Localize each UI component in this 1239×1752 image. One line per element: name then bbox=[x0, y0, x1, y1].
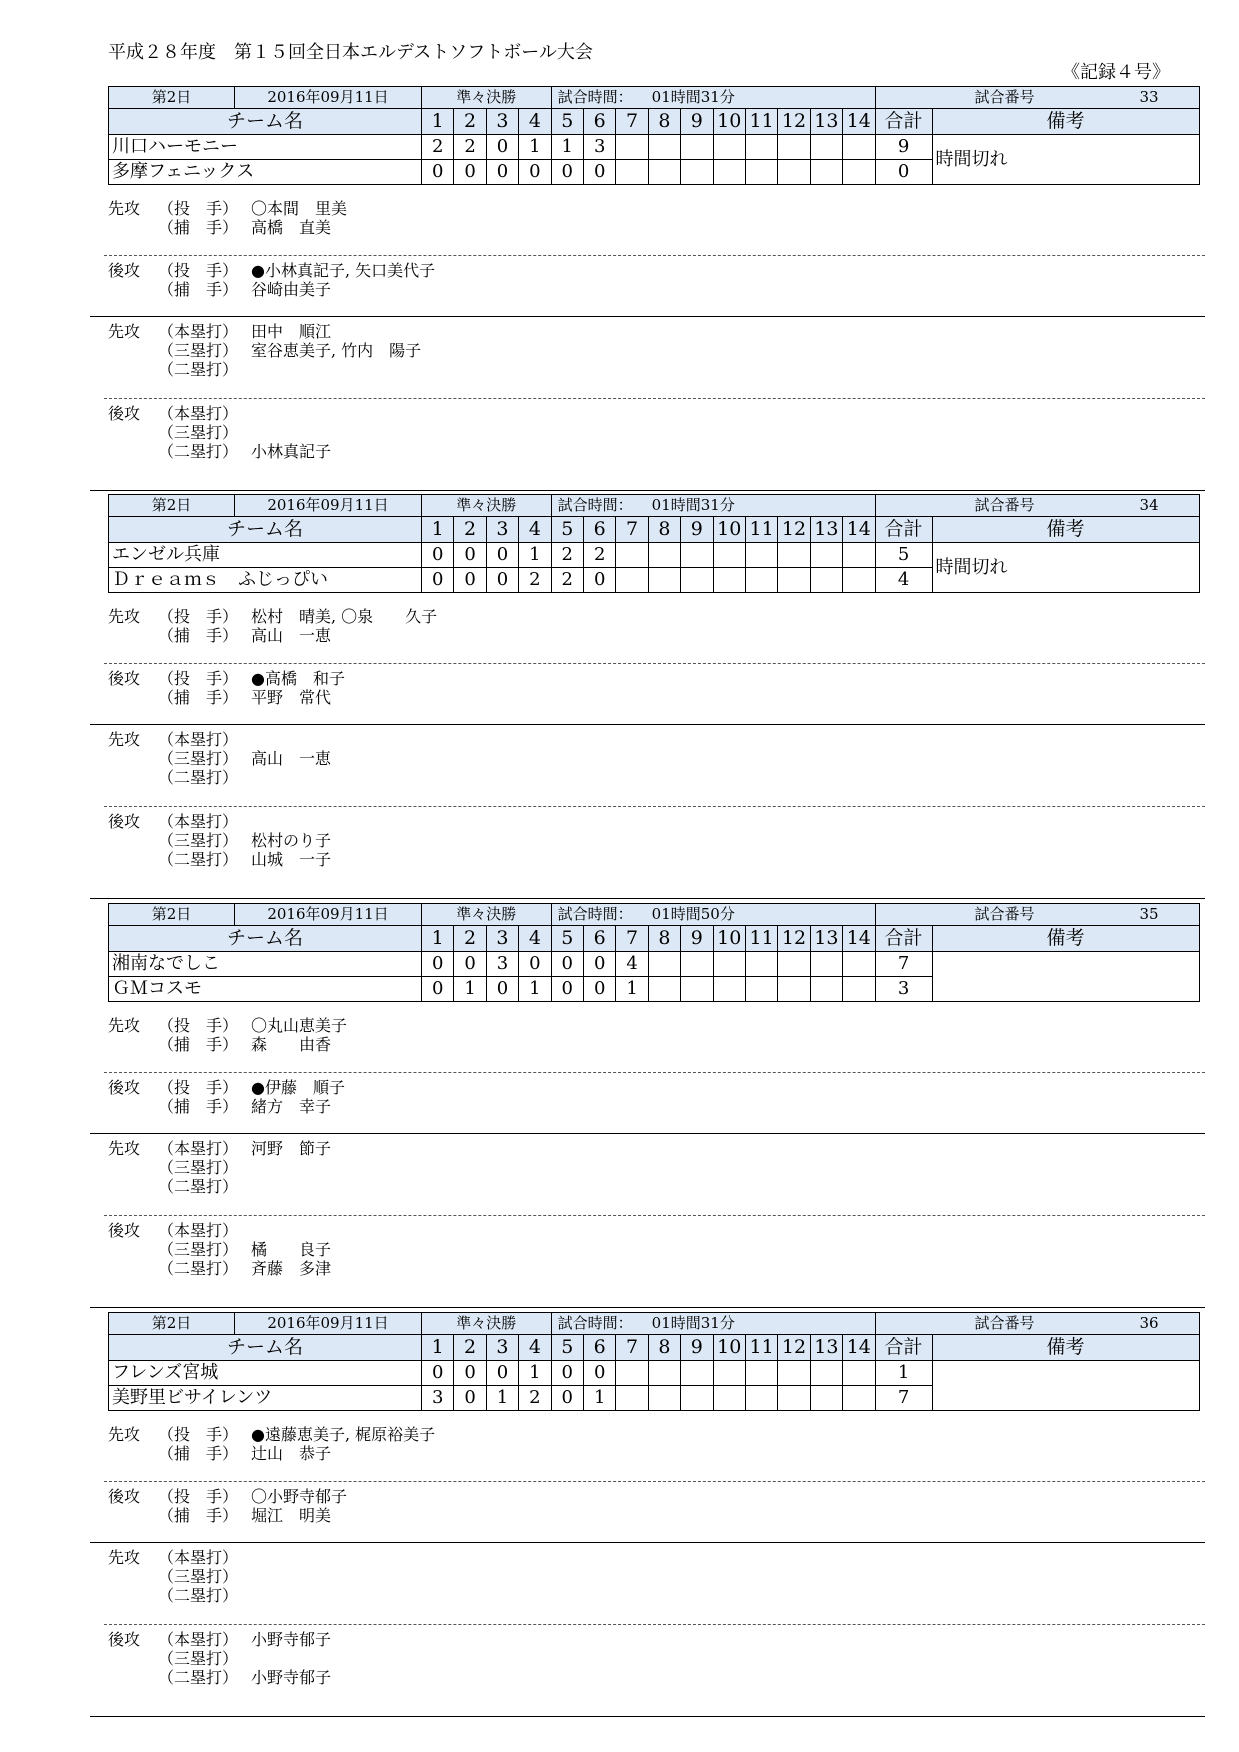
inning-score: 1 bbox=[519, 135, 551, 160]
inning-score: 2 bbox=[583, 543, 615, 568]
inning-header: 11 bbox=[745, 1335, 777, 1361]
inning-header: 3 bbox=[486, 926, 518, 952]
round-label: 準々決勝 bbox=[422, 495, 552, 517]
inning-score: 0 bbox=[486, 135, 518, 160]
inning-header: 6 bbox=[583, 1335, 615, 1361]
team-name: 川口ハーモニー bbox=[109, 135, 422, 160]
inning-score: 2 bbox=[551, 568, 583, 593]
inning-header: 9 bbox=[681, 109, 713, 135]
inning-score: 0 bbox=[486, 1361, 518, 1386]
inning-score: 0 bbox=[422, 543, 454, 568]
inning-score bbox=[713, 135, 745, 160]
second-batting-extra-hits: 後攻 （本塁打） 小野寺郁子 （三塁打） （二塁打） 小野寺郁子 bbox=[108, 1630, 332, 1687]
inning-score bbox=[843, 543, 875, 568]
player-names: 室谷恵美子, 竹内 陽子 bbox=[251, 341, 422, 360]
inning-score: 1 bbox=[519, 1361, 551, 1386]
inning-score: 2 bbox=[422, 135, 454, 160]
inning-header: 8 bbox=[648, 1335, 680, 1361]
game-time: 試合時間： 01時間31分 bbox=[551, 1313, 875, 1335]
inning-score: 3 bbox=[422, 1386, 454, 1411]
inning-score: 1 bbox=[583, 1386, 615, 1411]
inning-score bbox=[745, 543, 777, 568]
inning-score: 0 bbox=[551, 160, 583, 185]
inning-header: 4 bbox=[519, 109, 551, 135]
inning-score bbox=[778, 1386, 810, 1411]
inning-header: 8 bbox=[648, 926, 680, 952]
inning-header: 8 bbox=[648, 109, 680, 135]
inning-header: 2 bbox=[454, 926, 486, 952]
inning-header: 10 bbox=[713, 517, 745, 543]
team-name: ＧＭコスモ bbox=[109, 977, 422, 1002]
inning-score bbox=[810, 568, 842, 593]
inning-header: 9 bbox=[681, 1335, 713, 1361]
inning-score: 0 bbox=[454, 543, 486, 568]
inning-header: 11 bbox=[745, 517, 777, 543]
first-batting-battery: 先攻 （投 手） 松村 晴美, 〇泉 久子 （捕 手） 高山 一恵 bbox=[108, 607, 438, 645]
inning-score: 0 bbox=[519, 952, 551, 977]
inning-score: 0 bbox=[454, 1361, 486, 1386]
inning-score bbox=[778, 977, 810, 1002]
divider bbox=[104, 806, 1205, 807]
player-names: 緒方 幸子 bbox=[251, 1097, 332, 1116]
inning-score bbox=[713, 952, 745, 977]
divider bbox=[104, 1072, 1205, 1073]
player-names: 堀江 明美 bbox=[251, 1506, 332, 1525]
inning-score bbox=[778, 543, 810, 568]
inning-score bbox=[648, 135, 680, 160]
game-number: 試合番号 35 bbox=[875, 904, 1199, 926]
total-header: 合計 bbox=[875, 109, 932, 135]
inning-score bbox=[616, 568, 648, 593]
inning-score bbox=[681, 1361, 713, 1386]
round-label: 準々決勝 bbox=[422, 904, 552, 926]
inning-score: 0 bbox=[583, 568, 615, 593]
player-names: 松村 晴美, 〇泉 久子 bbox=[251, 607, 438, 626]
team-name-header: チーム名 bbox=[109, 517, 422, 543]
team-name: エンゼル兵庫 bbox=[109, 543, 422, 568]
inning-header: 9 bbox=[681, 517, 713, 543]
divider bbox=[90, 1307, 1205, 1308]
inning-score: 1 bbox=[486, 1386, 518, 1411]
first-batting-battery: 先攻 （投 手） 〇丸山恵美子 （捕 手） 森 由香 bbox=[108, 1016, 348, 1054]
player-names: 〇丸山恵美子 bbox=[251, 1016, 348, 1035]
inning-score bbox=[810, 952, 842, 977]
remarks-note: 時間切れ bbox=[932, 543, 1199, 593]
inning-score bbox=[778, 160, 810, 185]
inning-header: 6 bbox=[583, 926, 615, 952]
inning-score: 1 bbox=[519, 977, 551, 1002]
first-batting-extra-hits: 先攻 （本塁打） 田中 順江 （三塁打） 室谷恵美子, 竹内 陽子 （二塁打） bbox=[108, 322, 422, 379]
game-date: 2016年09月11日 bbox=[267, 496, 389, 514]
player-names: 小野寺郁子 bbox=[251, 1630, 332, 1649]
inning-header: 10 bbox=[713, 1335, 745, 1361]
game-time: 試合時間： 01時間31分 bbox=[551, 495, 875, 517]
inning-header: 13 bbox=[810, 109, 842, 135]
inning-header: 4 bbox=[519, 517, 551, 543]
player-names: 河野 節子 bbox=[251, 1139, 332, 1158]
inning-score: 1 bbox=[551, 135, 583, 160]
divider bbox=[90, 316, 1205, 317]
inning-score: 3 bbox=[583, 135, 615, 160]
round-label: 準々決勝 bbox=[422, 87, 552, 109]
inning-score: 0 bbox=[551, 1361, 583, 1386]
inning-score bbox=[810, 543, 842, 568]
inning-score bbox=[745, 1361, 777, 1386]
remarks-note bbox=[932, 952, 1199, 1002]
inning-score: 0 bbox=[519, 160, 551, 185]
inning-score bbox=[648, 543, 680, 568]
inning-header: 1 bbox=[422, 517, 454, 543]
round-label: 準々決勝 bbox=[422, 1313, 552, 1335]
inning-header: 1 bbox=[422, 1335, 454, 1361]
inning-score bbox=[713, 977, 745, 1002]
inning-score: 0 bbox=[551, 952, 583, 977]
score-table bbox=[108, 1312, 1200, 1411]
inning-header: 13 bbox=[810, 926, 842, 952]
inning-score bbox=[648, 977, 680, 1002]
inning-score: 0 bbox=[486, 568, 518, 593]
inning-score bbox=[713, 568, 745, 593]
inning-header: 11 bbox=[745, 109, 777, 135]
inning-header: 2 bbox=[454, 517, 486, 543]
game-date: 2016年09月11日 bbox=[267, 88, 389, 106]
player-names: 松村のり子 bbox=[251, 831, 332, 850]
inning-header: 14 bbox=[843, 109, 875, 135]
inning-header: 2 bbox=[454, 109, 486, 135]
inning-score: 0 bbox=[454, 1386, 486, 1411]
team-name: 美野里ビサイレンツ bbox=[109, 1386, 422, 1411]
score-table bbox=[108, 903, 1200, 1002]
second-batting-battery: 後攻 （投 手） ●高橋 和子 （捕 手） 平野 常代 bbox=[108, 669, 345, 707]
second-batting-extra-hits: 後攻 （本塁打） （三塁打） 松村のり子 （二塁打） 山城 一子 bbox=[108, 812, 332, 869]
inning-header: 6 bbox=[583, 109, 615, 135]
inning-header: 14 bbox=[843, 517, 875, 543]
score-table bbox=[108, 86, 1200, 185]
inning-header: 7 bbox=[616, 517, 648, 543]
inning-header: 13 bbox=[810, 517, 842, 543]
divider bbox=[104, 663, 1205, 664]
remarks-header: 備考 bbox=[932, 1335, 1199, 1361]
inning-score bbox=[810, 1361, 842, 1386]
remarks-note bbox=[932, 1361, 1199, 1411]
day-label: 第2日 2016年09月11日 bbox=[109, 1313, 422, 1335]
game-date: 2016年09月11日 bbox=[267, 905, 389, 923]
player-names: ●高橋 和子 bbox=[251, 669, 345, 688]
inning-header: 4 bbox=[519, 926, 551, 952]
inning-score bbox=[745, 1386, 777, 1411]
inning-header: 4 bbox=[519, 1335, 551, 1361]
divider bbox=[90, 1716, 1205, 1717]
inning-score: 2 bbox=[519, 1386, 551, 1411]
inning-header: 6 bbox=[583, 517, 615, 543]
inning-score bbox=[681, 568, 713, 593]
inning-header: 12 bbox=[778, 1335, 810, 1361]
inning-score: 0 bbox=[454, 568, 486, 593]
inning-score: 2 bbox=[551, 543, 583, 568]
inning-header: 3 bbox=[486, 1335, 518, 1361]
second-batting-extra-hits: 後攻 （本塁打） （三塁打） （二塁打） 小林真記子 bbox=[108, 404, 332, 461]
total-header: 合計 bbox=[875, 926, 932, 952]
inning-header: 3 bbox=[486, 517, 518, 543]
divider bbox=[104, 1624, 1205, 1625]
inning-score bbox=[810, 977, 842, 1002]
inning-score bbox=[778, 135, 810, 160]
inning-header: 12 bbox=[778, 109, 810, 135]
total-score: 1 bbox=[875, 1361, 932, 1386]
team-name: 湘南なでしこ bbox=[109, 952, 422, 977]
player-names: 田中 順江 bbox=[251, 322, 332, 341]
game-number: 試合番号 33 bbox=[875, 87, 1199, 109]
inning-header: 7 bbox=[616, 109, 648, 135]
total-header: 合計 bbox=[875, 1335, 932, 1361]
inning-header: 5 bbox=[551, 1335, 583, 1361]
inning-score bbox=[713, 160, 745, 185]
inning-header: 14 bbox=[843, 1335, 875, 1361]
inning-score bbox=[843, 1361, 875, 1386]
inning-score: 0 bbox=[422, 568, 454, 593]
inning-score: 0 bbox=[486, 977, 518, 1002]
inning-score bbox=[713, 543, 745, 568]
inning-score bbox=[681, 952, 713, 977]
inning-score bbox=[648, 1386, 680, 1411]
inning-score bbox=[713, 1386, 745, 1411]
team-name-header: チーム名 bbox=[109, 926, 422, 952]
divider bbox=[104, 398, 1205, 399]
inning-score: 0 bbox=[454, 160, 486, 185]
game-time: 試合時間： 01時間50分 bbox=[551, 904, 875, 926]
inning-score: 0 bbox=[583, 160, 615, 185]
inning-score bbox=[681, 135, 713, 160]
inning-header: 9 bbox=[681, 926, 713, 952]
inning-score bbox=[778, 1361, 810, 1386]
total-score: 7 bbox=[875, 1386, 932, 1411]
inning-score: 2 bbox=[519, 568, 551, 593]
inning-header: 1 bbox=[422, 926, 454, 952]
player-names: ●小林真記子, 矢口美代子 bbox=[251, 261, 436, 280]
player-names: ●伊藤 順子 bbox=[251, 1078, 345, 1097]
inning-score: 0 bbox=[454, 952, 486, 977]
inning-score: 0 bbox=[583, 1361, 615, 1386]
inning-score bbox=[843, 952, 875, 977]
day-label: 第2日 2016年09月11日 bbox=[109, 904, 422, 926]
player-names: 小林真記子 bbox=[251, 442, 332, 461]
inning-header: 1 bbox=[422, 109, 454, 135]
inning-score bbox=[843, 977, 875, 1002]
inning-score bbox=[713, 1361, 745, 1386]
team-name: 多摩フェニックス bbox=[109, 160, 422, 185]
inning-score bbox=[648, 952, 680, 977]
player-names: ●遠藤恵美子, 梶原裕美子 bbox=[251, 1425, 436, 1444]
game-number: 試合番号 36 bbox=[875, 1313, 1199, 1335]
divider bbox=[104, 1215, 1205, 1216]
inning-score: 0 bbox=[486, 543, 518, 568]
inning-score: 0 bbox=[422, 1361, 454, 1386]
inning-score bbox=[681, 160, 713, 185]
inning-header: 5 bbox=[551, 926, 583, 952]
first-batting-battery: 先攻 （投 手） 〇本間 里美 （捕 手） 高橋 直美 bbox=[108, 199, 348, 237]
inning-score bbox=[778, 568, 810, 593]
second-batting-battery: 後攻 （投 手） ●伊藤 順子 （捕 手） 緒方 幸子 bbox=[108, 1078, 345, 1116]
inning-score bbox=[745, 160, 777, 185]
inning-score: 1 bbox=[519, 543, 551, 568]
inning-header: 5 bbox=[551, 517, 583, 543]
inning-header: 8 bbox=[648, 517, 680, 543]
inning-score: 0 bbox=[422, 977, 454, 1002]
record-number: 《記録４号》 bbox=[1062, 62, 1170, 83]
team-name-header: チーム名 bbox=[109, 1335, 422, 1361]
divider bbox=[90, 724, 1205, 725]
inning-score bbox=[745, 568, 777, 593]
inning-score bbox=[810, 135, 842, 160]
total-score: 4 bbox=[875, 568, 932, 593]
first-batting-battery: 先攻 （投 手） ●遠藤恵美子, 梶原裕美子 （捕 手） 辻山 恭子 bbox=[108, 1425, 436, 1463]
inning-score: 0 bbox=[583, 952, 615, 977]
inning-score bbox=[843, 1386, 875, 1411]
second-batting-battery: 後攻 （投 手） ●小林真記子, 矢口美代子 （捕 手） 谷崎由美子 bbox=[108, 261, 436, 299]
inning-score bbox=[745, 977, 777, 1002]
inning-score: 1 bbox=[616, 977, 648, 1002]
total-score: 3 bbox=[875, 977, 932, 1002]
player-names: 平野 常代 bbox=[251, 688, 332, 707]
player-names: 辻山 恭子 bbox=[251, 1444, 332, 1463]
second-batting-battery: 後攻 （投 手） 〇小野寺郁子 （捕 手） 堀江 明美 bbox=[108, 1487, 348, 1525]
player-names: 高橋 直美 bbox=[251, 218, 332, 237]
inning-score bbox=[810, 160, 842, 185]
game-date: 2016年09月11日 bbox=[267, 1314, 389, 1332]
remarks-header: 備考 bbox=[932, 926, 1199, 952]
inning-score bbox=[681, 1386, 713, 1411]
inning-header: 10 bbox=[713, 926, 745, 952]
inning-header: 12 bbox=[778, 926, 810, 952]
first-batting-extra-hits: 先攻 （本塁打） 河野 節子 （三塁打） （二塁打） bbox=[108, 1139, 332, 1196]
inning-score bbox=[616, 1361, 648, 1386]
inning-score: 0 bbox=[486, 160, 518, 185]
remarks-header: 備考 bbox=[932, 517, 1199, 543]
player-names: 橘 良子 bbox=[251, 1240, 332, 1259]
player-names: 森 由香 bbox=[251, 1035, 332, 1054]
inning-score bbox=[745, 952, 777, 977]
inning-score bbox=[648, 1361, 680, 1386]
inning-score bbox=[778, 952, 810, 977]
team-name-header: チーム名 bbox=[109, 109, 422, 135]
inning-score bbox=[843, 135, 875, 160]
game-number: 試合番号 34 bbox=[875, 495, 1199, 517]
inning-score: 0 bbox=[583, 977, 615, 1002]
inning-header: 13 bbox=[810, 1335, 842, 1361]
player-names: 高山 一恵 bbox=[251, 626, 332, 645]
player-names: 山城 一子 bbox=[251, 850, 332, 869]
total-score: 7 bbox=[875, 952, 932, 977]
inning-score bbox=[616, 543, 648, 568]
inning-score: 0 bbox=[422, 952, 454, 977]
inning-score: 4 bbox=[616, 952, 648, 977]
player-names: 谷崎由美子 bbox=[251, 280, 332, 299]
total-header: 合計 bbox=[875, 517, 932, 543]
inning-score: 1 bbox=[454, 977, 486, 1002]
player-names: 〇小野寺郁子 bbox=[251, 1487, 348, 1506]
divider bbox=[104, 1481, 1205, 1482]
day-label: 第2日 2016年09月11日 bbox=[109, 495, 422, 517]
document-title: 平成２８年度 第１５回全日本エルデストソフトボール大会 bbox=[108, 42, 593, 63]
divider bbox=[104, 255, 1205, 256]
total-score: 9 bbox=[875, 135, 932, 160]
inning-header: 3 bbox=[486, 109, 518, 135]
divider bbox=[90, 898, 1205, 899]
inning-score: 3 bbox=[486, 952, 518, 977]
inning-header: 5 bbox=[551, 109, 583, 135]
inning-header: 12 bbox=[778, 517, 810, 543]
inning-header: 10 bbox=[713, 109, 745, 135]
total-score: 0 bbox=[875, 160, 932, 185]
inning-header: 7 bbox=[616, 926, 648, 952]
inning-score bbox=[681, 977, 713, 1002]
inning-score bbox=[616, 1386, 648, 1411]
inning-score bbox=[616, 135, 648, 160]
inning-score bbox=[745, 135, 777, 160]
player-names: 高山 一恵 bbox=[251, 749, 332, 768]
player-names: 斉藤 多津 bbox=[251, 1259, 332, 1278]
inning-score bbox=[681, 543, 713, 568]
team-name: Ｄｒｅａｍｓ ふじっぴい bbox=[109, 568, 422, 593]
inning-header: 7 bbox=[616, 1335, 648, 1361]
day-label: 第2日 2016年09月11日 bbox=[109, 87, 422, 109]
inning-score bbox=[648, 160, 680, 185]
player-names: 小野寺郁子 bbox=[251, 1668, 332, 1687]
divider bbox=[90, 490, 1205, 491]
inning-score: 0 bbox=[422, 160, 454, 185]
inning-score: 2 bbox=[454, 135, 486, 160]
score-table bbox=[108, 494, 1200, 593]
inning-header: 14 bbox=[843, 926, 875, 952]
inning-score bbox=[616, 160, 648, 185]
inning-score bbox=[843, 568, 875, 593]
total-score: 5 bbox=[875, 543, 932, 568]
first-batting-extra-hits: 先攻 （本塁打） （三塁打） （二塁打） bbox=[108, 1548, 239, 1605]
remarks-note: 時間切れ bbox=[932, 135, 1199, 185]
second-batting-extra-hits: 後攻 （本塁打） （三塁打） 橘 良子 （二塁打） 斉藤 多津 bbox=[108, 1221, 332, 1278]
inning-header: 2 bbox=[454, 1335, 486, 1361]
inning-score: 0 bbox=[551, 1386, 583, 1411]
remarks-header: 備考 bbox=[932, 109, 1199, 135]
inning-score: 0 bbox=[551, 977, 583, 1002]
game-time: 試合時間： 01時間31分 bbox=[551, 87, 875, 109]
inning-score bbox=[843, 160, 875, 185]
inning-score bbox=[810, 1386, 842, 1411]
divider bbox=[90, 1133, 1205, 1134]
inning-score bbox=[648, 568, 680, 593]
player-names: 〇本間 里美 bbox=[251, 199, 348, 218]
divider bbox=[90, 1542, 1205, 1543]
inning-header: 11 bbox=[745, 926, 777, 952]
team-name: フレンズ宮城 bbox=[109, 1361, 422, 1386]
first-batting-extra-hits: 先攻 （本塁打） （三塁打） 高山 一恵 （二塁打） bbox=[108, 730, 332, 787]
